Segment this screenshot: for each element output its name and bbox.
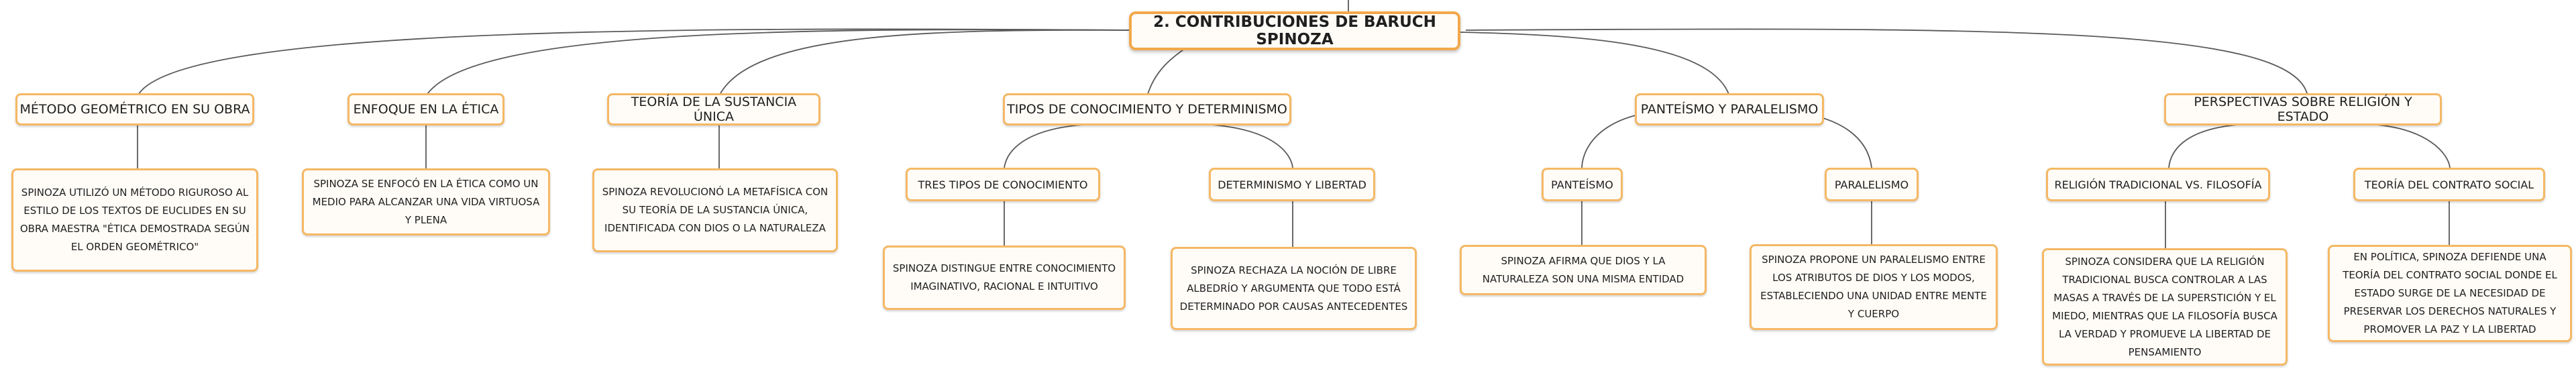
detail-determinismo-libertad: SPINOZA RECHAZA LA NOCIÓN DE LIBRE ALBEDRÍO Y ARGUMENTA QUE TODO ESTÁ DETERMINADO POR CAUSAS ANTECEDENTES [1171, 247, 1417, 330]
branch-panteismo-paralelismo[interactable]: PANTEÍSMO Y PARALELISMO [1635, 93, 1824, 125]
branch-metodo-geometrico[interactable]: MÉTODO GEOMÉTRICO EN SU OBRA [15, 93, 254, 125]
branch-enfoque-etica[interactable]: ENFOQUE EN LA ÉTICA [347, 93, 504, 125]
topic-determinismo-libertad[interactable]: DETERMINISMO Y LIBERTAD [1209, 168, 1375, 201]
connector-root-etica [426, 30, 1134, 96]
connector-religion-filosofia [2169, 124, 2247, 168]
detail-teoria-sustancia: SPINOZA REVOLUCIONÓ LA METAFÍSICA CON SU TEORÍA DE LA SUSTANCIA ÚNICA, IDENTIFICADA CON DIOS O LA NATURALEZA [592, 168, 838, 252]
detail-panteismo: SPINOZA AFIRMA QUE DIOS Y LA NATURALEZA SON UNA MISMA ENTIDAD [1460, 245, 1707, 295]
detail-religion-filosofia: SPINOZA CONSIDERA QUE LA RELIGIÓN TRADICIONAL BUSCA CONTROLAR A LAS MASAS A TRAVÉS DE LA SUPERSTICIÓN Y EL MIEDO, MIENTRAS QUE LA FILOSOFÍA BUSCA LA VERDAD Y PROMUEVE LA LIBERTAD DE PENSAMIENTO [2042, 248, 2288, 366]
topic-paralelismo[interactable]: PARALELISMO [1825, 168, 1919, 201]
branch-religion-estado[interactable]: PERSPECTIVAS SOBRE RELIGIÓN Y ESTADO [2164, 93, 2442, 125]
root-node[interactable]: 2. CONTRIBUCIONES DE BARUCH SPINOZA [1129, 11, 1460, 50]
topic-tres-tipos[interactable]: TRES TIPOS DE CONOCIMIENTO [906, 168, 1100, 201]
detail-contrato-social: EN POLÍTICA, SPINOZA DEFIENDE UNA TEORÍA DEL CONTRATO SOCIAL DONDE EL ESTADO SURGE DE LA NECESIDAD DE PRESERVAR LOS DERECHOS NATURALES Y PROMOVER LA PAZ Y LA LIBERTAD [2328, 245, 2572, 342]
topic-contrato-social[interactable]: TEORÍA DEL CONTRATO SOCIAL [2353, 168, 2545, 201]
connector-root-sustancia [719, 30, 1134, 96]
detail-tres-tipos: SPINOZA DISTINGUE ENTRE CONOCIMIENTO IMAGINATIVO, RACIONAL E INTUITIVO [883, 246, 1126, 310]
connector-conocimiento-determinismo [1201, 124, 1293, 168]
connector-religion-contrato [2368, 124, 2450, 168]
connector-root-conocimiento [1147, 47, 1187, 96]
connector-conocimiento-tipos [1004, 124, 1093, 168]
detail-paralelismo: SPINOZA PROPONE UN PARALELISMO ENTRE LOS ATRIBUTOS DE DIOS Y LOS MODOS, ESTABLECIENDO UNA UNIDAD ENTRE MENTE Y CUERPO [1750, 244, 1998, 330]
branch-conocimiento-determinismo[interactable]: TIPOS DE CONOCIMIENTO Y DETERMINISMO [1003, 93, 1291, 125]
topic-religion-filosofia[interactable]: RELIGIÓN TRADICIONAL VS. FILOSOFÍA [2046, 168, 2270, 201]
detail-enfoque-etica: SPINOZA SE ENFOCÓ EN LA ÉTICA COMO UN MEDIO PARA ALCANZAR UNA VIDA VIRTUOSA Y PLENA [302, 168, 550, 235]
topic-panteismo[interactable]: PANTEÍSMO [1542, 168, 1623, 201]
connector-root-panteismo [1422, 32, 1729, 96]
branch-teoria-sustancia[interactable]: TEORÍA DE LA SUSTANCIA ÚNICA [607, 93, 820, 125]
detail-metodo-geometrico: SPINOZA UTILIZÓ UN MÉTODO RIGUROSO AL ESTILO DE LOS TEXTOS DE EUCLIDES EN SU OBRA MAESTRA "ÉTICA DEMOSTRADA SEGÚN EL ORDEN GEOMÉTRICO" [11, 168, 258, 272]
